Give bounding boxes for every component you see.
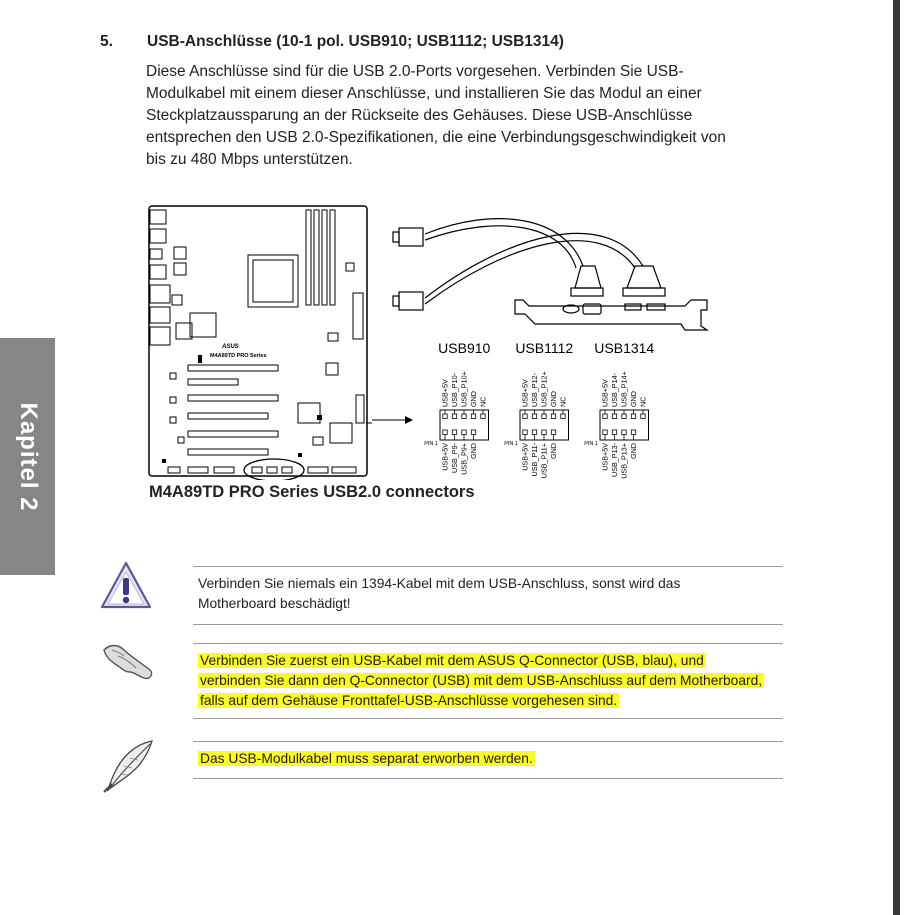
pin-label: USB_P13+ bbox=[619, 443, 629, 479]
pin-label: GND bbox=[629, 391, 638, 407]
note-divider bbox=[193, 643, 783, 644]
motherboard-layout bbox=[148, 205, 372, 480]
pin-label: USB+5V bbox=[440, 379, 450, 407]
board-model-label: M4A89TD PRO Series bbox=[210, 353, 267, 359]
note-divider bbox=[193, 566, 783, 567]
pin-label: USB_P11+ bbox=[539, 443, 549, 479]
note-divider bbox=[193, 718, 783, 719]
pin-label: USB_P9+ bbox=[459, 443, 469, 475]
section-number: 5. bbox=[100, 33, 113, 50]
quill-icon bbox=[100, 738, 156, 796]
intro-line: Diese Anschlüsse sind für die USB 2.0-Ports vorgesehen. Verbinden Sie USB- bbox=[146, 63, 684, 80]
diagram-caption: M4A89TD PRO Series USB2.0 connectors bbox=[149, 483, 475, 501]
pin-label: NC bbox=[478, 396, 488, 407]
pin1-label: PIN 1 bbox=[424, 441, 438, 447]
pin1-label: PIN 1 bbox=[504, 441, 518, 447]
note-line: Das USB-Modulkabel muss separat erworben werden. bbox=[200, 751, 533, 766]
pin-label: USB_P10+ bbox=[459, 371, 469, 407]
hint-note bbox=[198, 651, 764, 711]
pin-label: GND bbox=[469, 443, 478, 459]
warning-note bbox=[198, 574, 680, 614]
note-line: Motherboard beschädigt! bbox=[198, 596, 351, 611]
intro-line: Steckplatzaussparung an der Rückseite des Gehäuses. Diese USB-Anschlüsse bbox=[146, 107, 693, 124]
pin-label: GND bbox=[549, 391, 558, 407]
pin-label: USB+5V bbox=[520, 379, 530, 407]
pin-label: GND bbox=[629, 443, 638, 459]
pin-label: USB+5V bbox=[520, 443, 530, 471]
pin-label: USB+5V bbox=[600, 379, 610, 407]
page-edge-border bbox=[893, 0, 900, 915]
pin-label: NC bbox=[558, 396, 568, 407]
intro-line: entsprechen den USB 2.0-Spezifikationen, die eine Verbindungsgeschwindigkeit von bbox=[146, 129, 726, 146]
pin-label: USB_P14- bbox=[610, 373, 619, 407]
hand-icon bbox=[100, 640, 156, 684]
board-brand-logo: ASUS bbox=[222, 344, 239, 350]
intro-line: Modulkabel mit einem dieser Anschlüsse, und installieren Sie das Modul an einer bbox=[146, 85, 702, 102]
intro-paragraph bbox=[146, 61, 776, 171]
pin1-label: PIN 1 bbox=[584, 441, 598, 447]
note-line: verbinden Sie dann den Q-Connector (USB) mit dem USB-Anschluss auf dem Motherboard, bbox=[200, 673, 763, 688]
chapter-tab bbox=[0, 338, 55, 575]
note-line: falls auf dem Gehäuse Fronttafel-USB-Anschlüsse vorgehesen sind. bbox=[200, 693, 618, 708]
connector-label: USB1314 bbox=[594, 340, 655, 356]
connector-label: USB1112 bbox=[515, 340, 574, 356]
usb-bracket-module-illustration bbox=[385, 196, 720, 346]
note-divider bbox=[193, 624, 783, 625]
chapter-tab-label: Kapitel 2 bbox=[14, 401, 42, 512]
pin-label: GND bbox=[549, 443, 558, 459]
intro-line: bis zu 480 Mbps unterstützen. bbox=[146, 151, 353, 168]
pin-label: USB+5V bbox=[440, 443, 450, 471]
note-line: Verbinden Sie zuerst ein USB-Kabel mit dem ASUS Q-Connector (USB, blau), und bbox=[200, 653, 704, 668]
pin-label: NC bbox=[638, 396, 648, 407]
pin-label: USB_P9- bbox=[450, 443, 459, 473]
warning-icon bbox=[99, 560, 153, 612]
pin-label: USB_P12+ bbox=[539, 371, 549, 407]
info-note bbox=[198, 749, 535, 769]
pin-label: USB_P14+ bbox=[619, 371, 629, 407]
pin-label: GND bbox=[469, 391, 478, 407]
note-line: Verbinden Sie niemals ein 1394-Kabel mit dem USB-Anschluss, sonst wird das bbox=[198, 576, 681, 591]
pin-label: USB_P11- bbox=[530, 443, 539, 477]
pin-label: USB_P10- bbox=[450, 373, 459, 407]
section-title: USB-Anschlüsse (10-1 pol. USB910; USB1112; USB1314) bbox=[147, 33, 564, 50]
pin-label: USB_P13- bbox=[610, 443, 619, 477]
pin-label: USB_P12- bbox=[530, 373, 539, 407]
note-divider bbox=[193, 741, 783, 742]
pin-label: USB+5V bbox=[600, 443, 610, 471]
usb-header-pinouts bbox=[365, 337, 710, 494]
connector-label: USB910 bbox=[438, 340, 491, 356]
note-divider bbox=[193, 778, 783, 779]
